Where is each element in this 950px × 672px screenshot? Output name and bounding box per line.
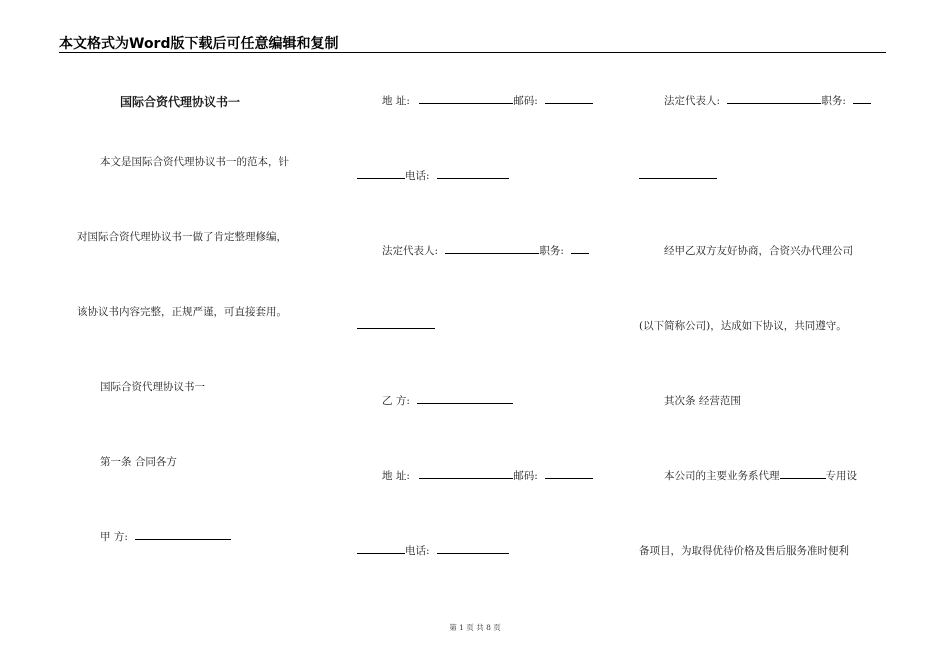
- product-blank: [780, 468, 826, 479]
- article-2-heading: 其次条 经营范围: [664, 395, 741, 407]
- position-blank: [853, 93, 871, 104]
- postcode-blank: [545, 468, 593, 479]
- b-legal-rep-line: [664, 93, 871, 108]
- party-a-label: 甲 方:: [100, 531, 128, 543]
- article-1-heading: 第一条 合同各方: [100, 456, 177, 468]
- a-legal-rep-line: [382, 243, 589, 258]
- fax-blank: [357, 543, 405, 554]
- phone-blank: [437, 543, 509, 554]
- legal-rep-label: 法定代表人:: [664, 95, 721, 107]
- party-a-blank: [135, 529, 231, 540]
- page-footer: 第 1 页 共 8 页: [449, 623, 501, 632]
- fax-blank: [357, 168, 405, 179]
- paragraph-3-end: 专用设: [825, 470, 857, 482]
- address-label: 地 址:: [382, 470, 410, 482]
- postcode-blank: [545, 93, 593, 104]
- b-address-line: [382, 468, 593, 483]
- extra-blank: [357, 318, 435, 329]
- paragraph-2: (以下简称公司)，达成如下协议，共同遵守。: [639, 320, 847, 332]
- intro-line-2: 对国际合资代理协议书一做了肯定整理修编，: [77, 231, 287, 243]
- doc-title: 国际合资代理协议书一: [120, 95, 241, 109]
- phone-blank: [437, 168, 509, 179]
- party-b-label: 乙 方:: [382, 395, 410, 407]
- legal-rep-label: 法定代表人:: [382, 245, 439, 257]
- paragraph-3: [664, 468, 857, 483]
- phone-label: 电话:: [405, 170, 430, 182]
- a-address-line: [382, 93, 593, 108]
- party-b-blank: [417, 393, 513, 404]
- page-header: 本文格式为Word版下载后可任意编辑和复制: [59, 36, 339, 52]
- legal-rep-blank: [445, 243, 539, 254]
- b-phone-line: [357, 543, 509, 558]
- paragraph-3-start: 本公司的主要业务系代理: [664, 470, 780, 482]
- intro-line-3: 该协议书内容完整，正规严谨，可直接套用。: [77, 306, 287, 318]
- paragraph-4: 备项目，为取得优待价格及售后服务准时便利: [639, 545, 849, 557]
- agreement-subtitle: 国际合资代理协议书一: [100, 381, 205, 393]
- legal-rep-blank: [727, 93, 821, 104]
- intro-line-1: 本文是国际合资代理协议书一的范本，针: [100, 156, 289, 168]
- postcode-label: 邮码:: [513, 95, 538, 107]
- extra-blank: [639, 168, 717, 179]
- address-blank: [419, 93, 513, 104]
- b-extra-line: [639, 168, 717, 182]
- phone-label: 电话:: [405, 545, 430, 557]
- address-label: 地 址:: [382, 95, 410, 107]
- party-b-line: [382, 393, 513, 408]
- party-a-line: [100, 529, 231, 544]
- address-blank: [419, 468, 513, 479]
- position-blank: [571, 243, 589, 254]
- a-phone-line: [357, 168, 509, 183]
- postcode-label: 邮码:: [513, 470, 538, 482]
- a-extra-line: [357, 318, 435, 332]
- position-label: 职务:: [821, 95, 846, 107]
- header-rule: [59, 52, 886, 53]
- paragraph-1: 经甲乙双方友好协商，合资兴办代理公司: [664, 245, 853, 257]
- position-label: 职务:: [539, 245, 564, 257]
